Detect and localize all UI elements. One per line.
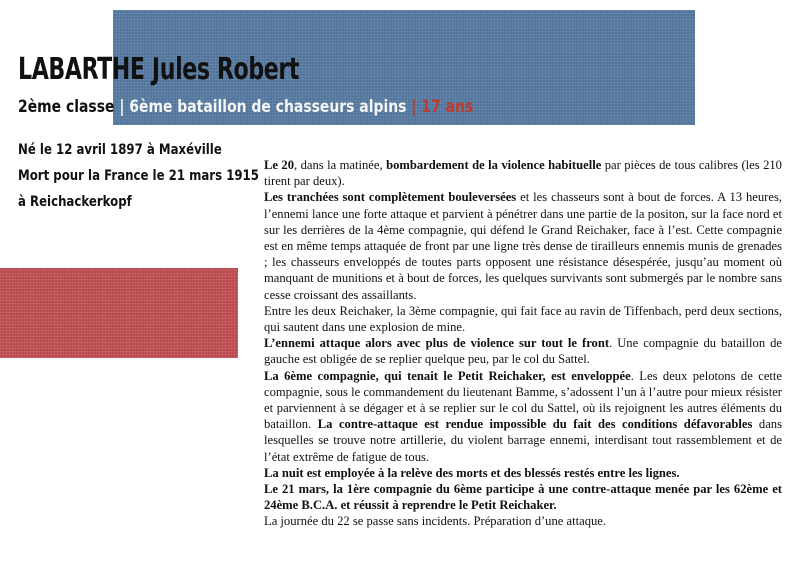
subtitle-separator: | <box>119 97 125 117</box>
text-run: dans lesquelles se trouve notre artillerie, du violent barrage ennemi, interdisant tout rassemblement et de l’état extrême de fatigue de tous. <box>264 417 782 464</box>
paragraph <box>264 368 782 465</box>
bold-text-run: La nuit est employée à la relève des morts et des blessés restés entre les lignes. <box>264 465 680 480</box>
death-line: Mort pour la France le 21 mars 1915 <box>18 168 259 184</box>
paragraph <box>264 335 782 367</box>
paragraph <box>264 189 782 302</box>
text-run: La journée du 22 se passe sans incidents. Préparation d’une attaque. <box>264 514 607 529</box>
paragraph <box>264 481 782 513</box>
bold-text-run: Le 20 <box>264 158 295 172</box>
paragraph <box>264 513 782 529</box>
text-run: Entre les deux Reichaker, la 3ème compagnie, qui fait face au ravin de Tiffenbach, perd deux sections, qui sautent dans une explosion de mine. <box>264 303 782 335</box>
subtitle-line <box>18 97 473 117</box>
birth-line: Né le 12 avril 1897 à Maxéville <box>18 142 222 158</box>
bold-text-run: Le 21 mars, la 1ère compagnie du 6ème participe à une contre-attaque menée par les 62ème et 24ème B.C.A. et réussit à reprendre le Petit Reichaker. <box>264 482 782 513</box>
unit-label: 6ème bataillon de chasseurs alpins <box>129 97 407 117</box>
bold-text-run: L’ennemi attaque alors avec plus de violence sur tout le front <box>264 336 610 351</box>
bold-text-run: bombardement de la violence habituelle <box>386 158 602 172</box>
red-decorative-band <box>0 268 238 358</box>
text-run: . Une compagnie du bataillon de gauche est obligée de se replier quelque peu, par le col du Sattel. <box>264 336 783 367</box>
rank-label: 2ème classe <box>18 97 115 117</box>
narrative-text <box>264 157 782 530</box>
text-run: , dans la matinée, <box>294 158 387 172</box>
death-place-line: à Reichackerkopf <box>18 194 132 210</box>
bold-text-run: Les tranchées sont complètement bouleversées <box>264 190 517 205</box>
paragraph <box>264 303 782 335</box>
bold-text-run: La contre-attaque est rendue impossible du fait des conditions défavorables <box>317 417 753 432</box>
bio-block <box>18 137 259 215</box>
age-label: 17 ans <box>421 97 474 117</box>
bold-text-run: La 6ème compagnie, qui tenait le Petit Reichaker, est enveloppée <box>264 368 631 383</box>
person-name: LABARTHE Jules Robert <box>18 52 300 87</box>
text-run: et les chasseurs sont à bout de forces. A 13 heures, l’ennemi lance une forte attaque et parvient à pénétrer dans une partie de la positon, sur la face nord et sur les derrières de la 4ème compagnie, qui défend le Grand Reichaker, face à l’est. Cette compagnie est en même temps attaquée de front par une ligne très dense de tirailleurs ennemis munis de grenades ; les chasseurs enveloppés de toutes parts opposent une résistance désespérée, jusqu’au moment où manquant de munitions et à bout de forces, les quelques survivants sont submergés par le nombre sans cesse croissant des assaillants. <box>264 190 782 302</box>
subtitle-separator-red: | <box>411 97 417 117</box>
paragraph <box>264 465 782 481</box>
text-run: par pièces de tous calibres (les 210 tirent par deux). <box>264 158 782 189</box>
text-run: . Les deux pelotons de cette compagnie, sous le commandement du lieutenant Bamme, s’adossent l’un à l’autre pour mieux résister et parviennent à se dégager et à se replier sur le col du Sattel, où ils rejoignent les autres éléments du bataillon. <box>264 368 782 432</box>
paragraph <box>264 157 782 189</box>
